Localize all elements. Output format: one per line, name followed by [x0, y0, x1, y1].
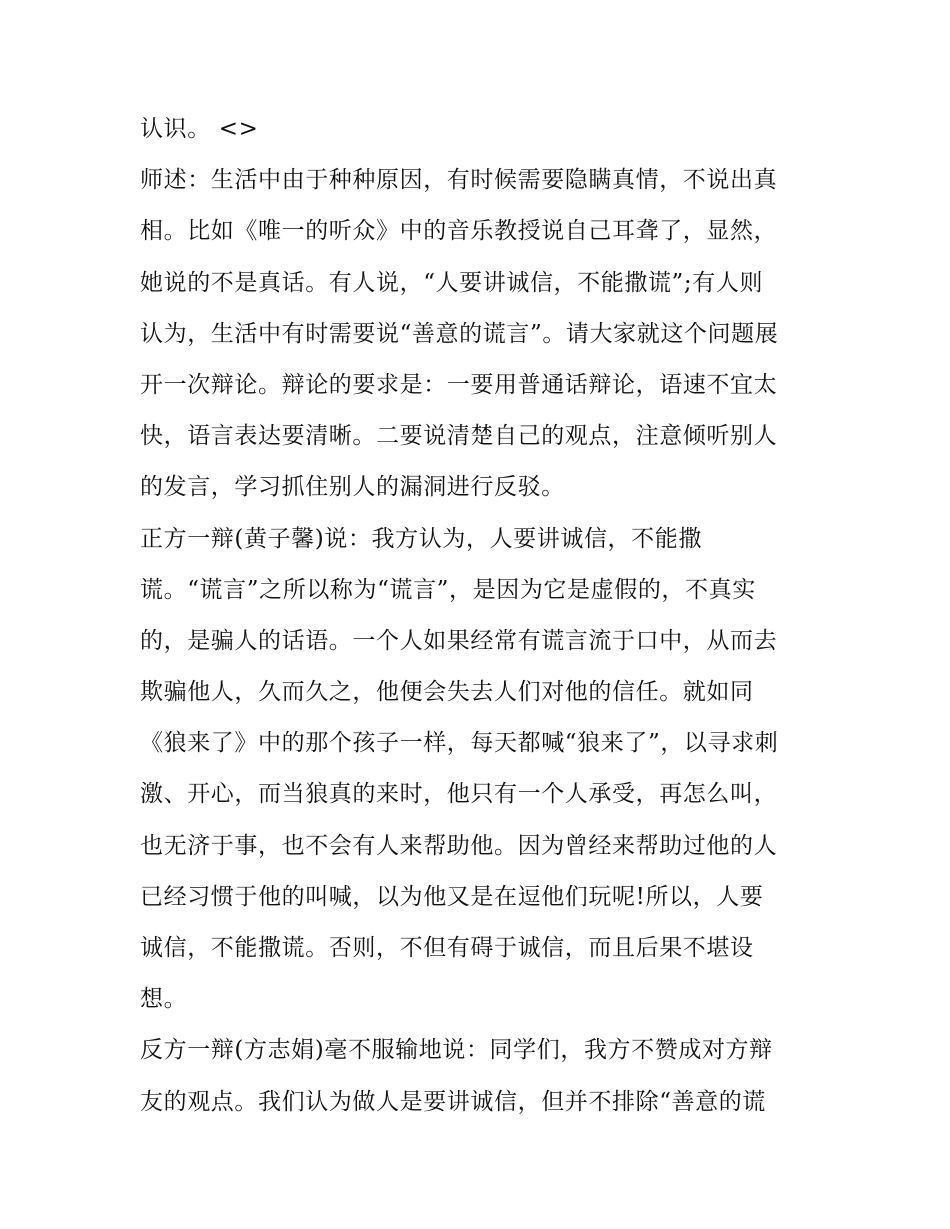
text-line: 已经习惯于他的叫喊，以为他又是在逗他们玩呢!所以，人要: [140, 883, 764, 910]
text-line: 友的观点。我们认为做人是要讲诚信，但并不排除“善意的谎: [140, 1088, 766, 1115]
text-line: 认为，生活中有时需要说“善意的谎言”。请大家就这个问题展: [140, 320, 779, 347]
text-line: 快，语言表达要清晰。二要说清楚自己的观点，注意倾听别人: [140, 423, 778, 450]
document-body: [140, 104, 820, 1128]
text-line: 反方一辩(方志娟)毫不服输地说：同学们，我方不赞成对方辩: [140, 1037, 773, 1064]
text-line: 的，是骗人的话语。一个人如果经常有谎言流于口中，从而去: [140, 627, 778, 654]
text-line: 她说的不是真话。有人说，“人要讲诚信，不能撒谎”;有人则: [140, 269, 764, 296]
text-line: 《狼来了》中的那个孩子一样，每天都喊“狼来了”，以寻求刺: [140, 730, 779, 757]
text-line: 诚信，不能撒谎。否则，不但有碍于诚信，而且后果不堪设: [140, 935, 754, 961]
text-line: 认识。 <>: [140, 116, 259, 142]
text-line: 激、开心，而当狼真的来时，他只有一个人承受，再怎么叫，: [140, 781, 778, 808]
text-line: 的发言，学习抓住别人的漏洞进行反驳。: [140, 474, 565, 501]
text-line: 开一次辩论。辩论的要求是：一要用普通话辩论，语速不宜太: [140, 371, 778, 398]
text-line: 欺骗他人，久而久之，他便会失去人们对他的信任。就如同: [140, 679, 754, 706]
text-line: 谎。“谎言”之所以称为“谎言”，是因为它是虚假的，不真实: [140, 576, 756, 603]
text-line: 想。: [140, 986, 188, 1013]
text-line: 相。比如《唯一的听众》中的音乐教授说自己耳聋了，显然，: [140, 218, 778, 245]
text-line: 正方一辩(黄子馨)说：我方认为，人要讲诚信，不能撒: [140, 525, 702, 552]
text-line: 也无济于事，也不会有人来帮助他。因为曾经来帮助过他的人: [140, 832, 778, 859]
text-line: 师述：生活中由于种种原因，有时候需要隐瞒真情，不说出真: [140, 167, 778, 194]
